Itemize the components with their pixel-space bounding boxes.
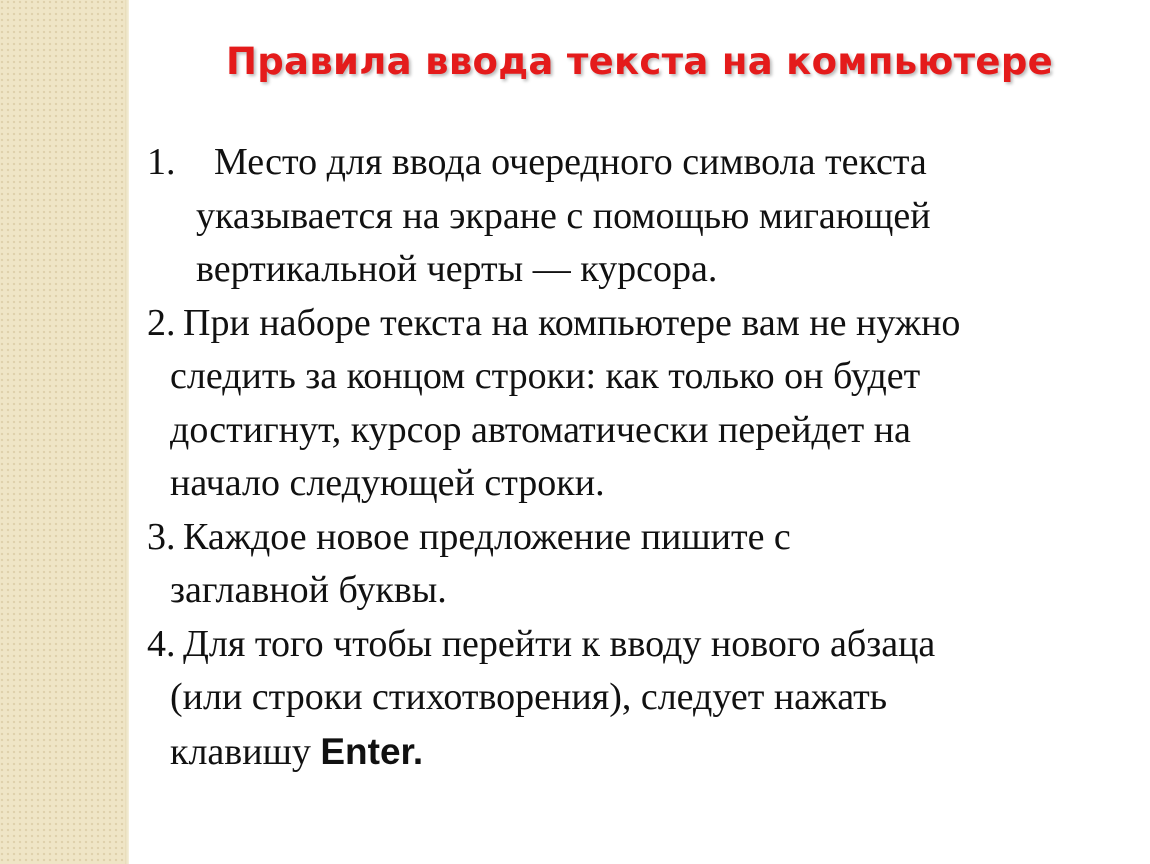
rule-item-2: [129, 297, 1139, 511]
rule-text-line: Каждое новое предложение пишите с: [183, 515, 791, 558]
rule-text-line: заглавной буквы.: [170, 569, 447, 611]
rule-text-line: указывается на экране с помощью мигающей: [196, 194, 931, 237]
rule-text-line: (или строки стихотворения), следует нажать: [170, 676, 888, 718]
slide-title: Правила ввода текста на компьютере: [226, 40, 1053, 83]
rules-list: [129, 136, 1139, 779]
rule-item-4: [129, 618, 1139, 780]
slide: [129, 0, 1150, 864]
rule-text-line: начало следующей строки.: [170, 462, 605, 504]
rule-number: 4.: [147, 622, 176, 665]
rule-item-3: [129, 511, 1139, 618]
rule-text-line: Место для ввода очередного символа текста: [214, 141, 927, 183]
rule-text-line: При наборе текста на компьютере вам не нужно: [183, 301, 961, 344]
rule-text-line: следить за концом строки: как только он будет: [170, 355, 921, 397]
rule-item-1: [129, 136, 1139, 297]
rule-text-prefix: клавишу: [170, 730, 321, 773]
rule-number: 1.: [147, 141, 176, 183]
decorative-side-band: [0, 0, 125, 864]
rule-text-line-last: [170, 725, 1139, 780]
rule-text-line: вертикальной черты — курсора.: [196, 248, 718, 290]
rule-text-line: достигнут, курсор автоматически перейдет на: [170, 408, 911, 451]
enter-key-label: Enter.: [320, 730, 424, 772]
rule-number: 2.: [147, 301, 176, 344]
rule-number: 3.: [147, 515, 176, 558]
rule-text-line: Для того чтобы перейти к вводу нового абзаца: [183, 622, 936, 665]
